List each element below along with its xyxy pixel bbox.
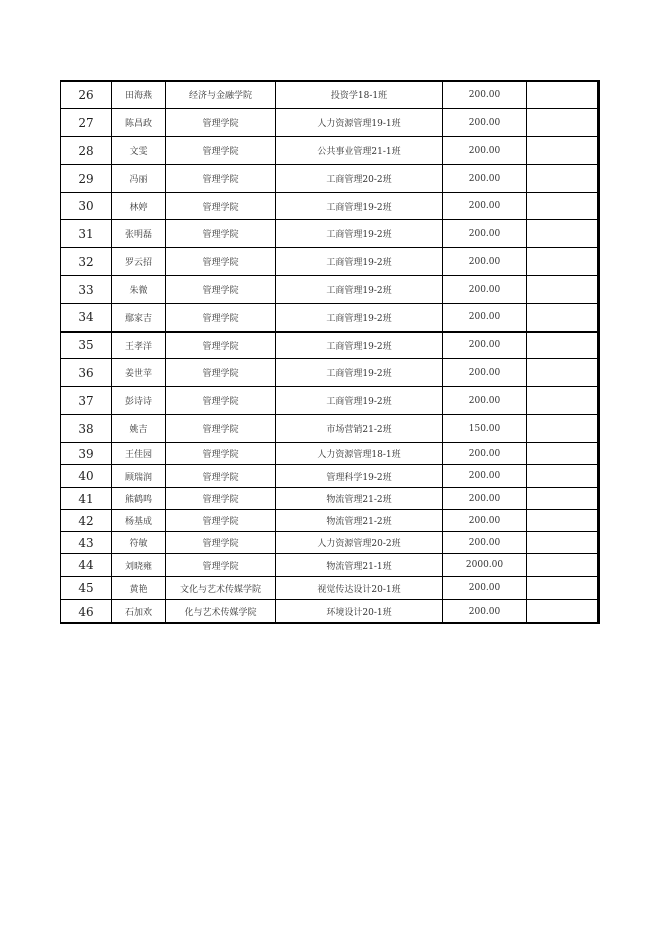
row-number-cell[interactable]: 35 <box>61 332 112 359</box>
college-name-cell[interactable]: 管理学院 <box>166 248 276 276</box>
student-name-cell[interactable]: 顾瑞润 <box>112 465 166 488</box>
note-cell[interactable] <box>527 304 600 332</box>
row-number-cell[interactable]: 42 <box>61 510 112 532</box>
student-name-cell[interactable]: 田海燕 <box>112 81 166 109</box>
note-cell[interactable] <box>527 554 600 577</box>
college-name-cell[interactable]: 经济与金融学院 <box>166 81 276 109</box>
amount-cell[interactable]: 150.00 <box>443 415 527 443</box>
amount-cell[interactable]: 200.00 <box>443 109 527 137</box>
amount-cell[interactable]: 200.00 <box>443 577 527 600</box>
table-row <box>61 109 600 137</box>
student-name-cell[interactable]: 文雯 <box>112 137 166 165</box>
college-name-cell[interactable]: 管理学院 <box>166 165 276 193</box>
amount-cell[interactable]: 200.00 <box>443 600 527 624</box>
college-name-cell[interactable]: 管理学院 <box>166 443 276 465</box>
row-number-cell[interactable]: 26 <box>61 81 112 109</box>
row-number-cell[interactable]: 38 <box>61 415 112 443</box>
note-cell[interactable] <box>527 220 600 248</box>
class-name-cell[interactable]: 工商管理19-2班 <box>276 387 443 415</box>
college-name-cell[interactable]: 管理学院 <box>166 510 276 532</box>
amount-cell[interactable]: 200.00 <box>443 248 527 276</box>
amount-cell[interactable]: 200.00 <box>443 220 527 248</box>
student-name-cell[interactable]: 姚吉 <box>112 415 166 443</box>
row-number-cell[interactable]: 43 <box>61 532 112 554</box>
note-cell[interactable] <box>527 137 600 165</box>
amount-cell[interactable]: 200.00 <box>443 465 527 488</box>
table-row <box>61 81 600 109</box>
class-name-cell[interactable]: 投资学18-1班 <box>276 81 443 109</box>
table-row <box>61 220 600 248</box>
class-name-cell[interactable]: 物流管理21-1班 <box>276 554 443 577</box>
row-number-cell[interactable]: 34 <box>61 304 112 332</box>
row-number-cell[interactable]: 37 <box>61 387 112 415</box>
class-name-cell[interactable]: 人力资源管理18-1班 <box>276 443 443 465</box>
table-row <box>61 193 600 220</box>
class-name-cell[interactable]: 工商管理19-2班 <box>276 304 443 332</box>
college-name-cell[interactable]: 管理学院 <box>166 220 276 248</box>
class-name-cell[interactable]: 物流管理21-2班 <box>276 488 443 510</box>
amount-cell[interactable]: 200.00 <box>443 332 527 359</box>
amount-cell[interactable]: 200.00 <box>443 193 527 220</box>
class-name-cell[interactable]: 工商管理19-2班 <box>276 193 443 220</box>
row-number-cell[interactable]: 30 <box>61 193 112 220</box>
amount-cell[interactable]: 200.00 <box>443 510 527 532</box>
amount-cell[interactable]: 200.00 <box>443 488 527 510</box>
row-number-cell[interactable]: 27 <box>61 109 112 137</box>
student-name-cell[interactable]: 石加欢 <box>112 600 166 624</box>
class-name-cell[interactable]: 人力资源管理20-2班 <box>276 532 443 554</box>
table-row <box>61 137 600 165</box>
student-name-cell[interactable]: 张明磊 <box>112 220 166 248</box>
student-name-cell[interactable]: 冯丽 <box>112 165 166 193</box>
row-number-cell[interactable]: 28 <box>61 137 112 165</box>
table-row <box>61 488 600 510</box>
class-name-cell[interactable]: 环境设计20-1班 <box>276 600 443 624</box>
college-name-cell[interactable]: 管理学院 <box>166 304 276 332</box>
class-name-cell[interactable]: 工商管理19-2班 <box>276 220 443 248</box>
table-row <box>61 359 600 387</box>
student-name-cell[interactable]: 王佳园 <box>112 443 166 465</box>
table-row <box>61 600 600 624</box>
table-row <box>61 532 600 554</box>
amount-cell[interactable]: 2000.00 <box>443 554 527 577</box>
table-row <box>61 465 600 488</box>
class-name-cell[interactable]: 公共事业管理21-1班 <box>276 137 443 165</box>
class-name-cell[interactable]: 物流管理21-2班 <box>276 510 443 532</box>
table-row <box>61 510 600 532</box>
amount-cell[interactable]: 200.00 <box>443 532 527 554</box>
row-number-cell[interactable]: 41 <box>61 488 112 510</box>
note-cell[interactable] <box>527 359 600 387</box>
note-cell[interactable] <box>527 165 600 193</box>
college-name-cell[interactable]: 管理学院 <box>166 359 276 387</box>
college-name-cell[interactable]: 管理学院 <box>166 332 276 359</box>
class-name-cell[interactable]: 工商管理19-2班 <box>276 332 443 359</box>
student-name-cell[interactable]: 朱微 <box>112 276 166 304</box>
row-number-cell[interactable]: 33 <box>61 276 112 304</box>
note-cell[interactable] <box>527 109 600 137</box>
row-number-cell[interactable]: 32 <box>61 248 112 276</box>
student-name-cell[interactable]: 林婷 <box>112 193 166 220</box>
student-name-cell[interactable]: 彭诗诗 <box>112 387 166 415</box>
note-cell[interactable] <box>527 415 600 443</box>
college-name-cell[interactable]: 管理学院 <box>166 488 276 510</box>
class-name-cell[interactable]: 市场营销21-2班 <box>276 415 443 443</box>
note-cell[interactable] <box>527 332 600 359</box>
student-name-cell[interactable]: 陈昌政 <box>112 109 166 137</box>
table-row <box>61 415 600 443</box>
student-name-cell[interactable]: 黄艳 <box>112 577 166 600</box>
college-name-cell[interactable]: 文化与艺术传媒学院 <box>166 577 276 600</box>
amount-cell[interactable]: 200.00 <box>443 137 527 165</box>
note-cell[interactable] <box>527 387 600 415</box>
college-name-cell[interactable]: 化与艺术传媒学院 <box>166 600 276 624</box>
note-cell[interactable] <box>527 193 600 220</box>
college-name-cell[interactable]: 管理学院 <box>166 387 276 415</box>
class-name-cell[interactable]: 人力资源管理19-1班 <box>276 109 443 137</box>
note-cell[interactable] <box>527 81 600 109</box>
note-cell[interactable] <box>527 532 600 554</box>
amount-cell[interactable]: 200.00 <box>443 387 527 415</box>
note-cell[interactable] <box>527 248 600 276</box>
class-name-cell[interactable]: 视觉传达设计20-1班 <box>276 577 443 600</box>
college-name-cell[interactable]: 管理学院 <box>166 532 276 554</box>
class-name-cell[interactable]: 工商管理19-2班 <box>276 359 443 387</box>
college-name-cell[interactable]: 管理学院 <box>166 137 276 165</box>
row-number-cell[interactable]: 39 <box>61 443 112 465</box>
class-name-cell[interactable]: 工商管理20-2班 <box>276 165 443 193</box>
student-name-cell[interactable]: 熊鹤鸣 <box>112 488 166 510</box>
amount-cell[interactable]: 200.00 <box>443 443 527 465</box>
student-name-cell[interactable]: 杨基成 <box>112 510 166 532</box>
table-row <box>61 443 600 465</box>
table-row <box>61 332 600 359</box>
amount-cell[interactable]: 200.00 <box>443 81 527 109</box>
amount-cell[interactable]: 200.00 <box>443 359 527 387</box>
student-name-cell[interactable]: 鄢家吉 <box>112 304 166 332</box>
student-name-cell[interactable]: 符敏 <box>112 532 166 554</box>
payment-table <box>60 80 600 624</box>
row-number-cell[interactable]: 46 <box>61 600 112 624</box>
table-row <box>61 554 600 577</box>
table-row <box>61 248 600 276</box>
college-name-cell[interactable]: 管理学院 <box>166 554 276 577</box>
student-name-cell[interactable]: 罗云招 <box>112 248 166 276</box>
note-cell[interactable] <box>527 600 600 624</box>
student-name-cell[interactable]: 王孝洋 <box>112 332 166 359</box>
class-name-cell[interactable]: 管理科学19-2班 <box>276 465 443 488</box>
college-name-cell[interactable]: 管理学院 <box>166 415 276 443</box>
table-row <box>61 577 600 600</box>
college-name-cell[interactable]: 管理学院 <box>166 109 276 137</box>
row-number-cell[interactable]: 36 <box>61 359 112 387</box>
table-row <box>61 165 600 193</box>
student-name-cell[interactable]: 刘晓雍 <box>112 554 166 577</box>
row-number-cell[interactable]: 31 <box>61 220 112 248</box>
student-name-cell[interactable]: 姜世苹 <box>112 359 166 387</box>
note-cell[interactable] <box>527 488 600 510</box>
amount-cell[interactable]: 200.00 <box>443 304 527 332</box>
note-cell[interactable] <box>527 510 600 532</box>
table-body <box>61 81 600 624</box>
amount-cell[interactable]: 200.00 <box>443 276 527 304</box>
college-name-cell[interactable]: 管理学院 <box>166 193 276 220</box>
row-number-cell[interactable]: 44 <box>61 554 112 577</box>
table-row <box>61 387 600 415</box>
note-cell[interactable] <box>527 577 600 600</box>
amount-cell[interactable]: 200.00 <box>443 165 527 193</box>
class-name-cell[interactable]: 工商管理19-2班 <box>276 276 443 304</box>
table-row <box>61 304 600 332</box>
note-cell[interactable] <box>527 443 600 465</box>
row-number-cell[interactable]: 40 <box>61 465 112 488</box>
table-row <box>61 276 600 304</box>
class-name-cell[interactable]: 工商管理19-2班 <box>276 248 443 276</box>
row-number-cell[interactable]: 29 <box>61 165 112 193</box>
note-cell[interactable] <box>527 276 600 304</box>
note-cell[interactable] <box>527 465 600 488</box>
row-number-cell[interactable]: 45 <box>61 577 112 600</box>
college-name-cell[interactable]: 管理学院 <box>166 276 276 304</box>
college-name-cell[interactable]: 管理学院 <box>166 465 276 488</box>
